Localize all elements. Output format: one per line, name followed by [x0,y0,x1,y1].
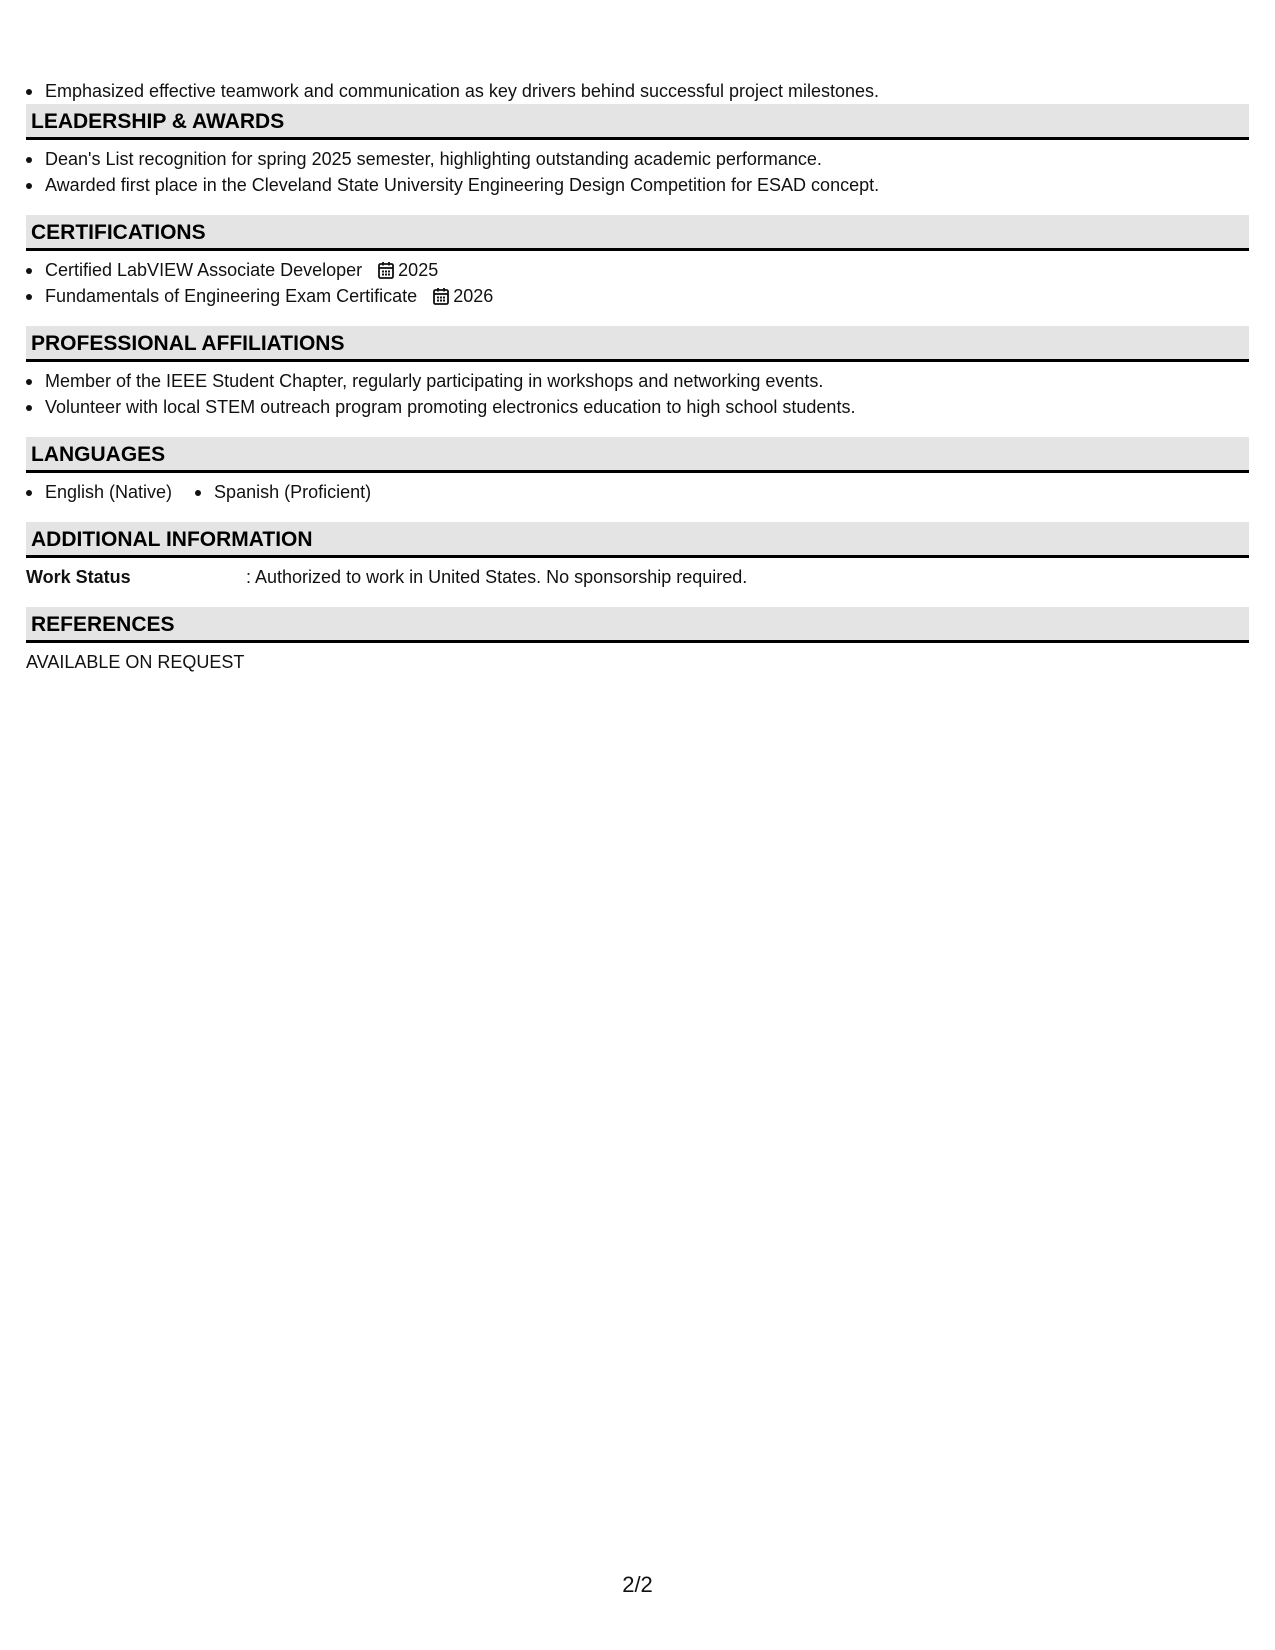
additional-info-section [26,522,1249,607]
certification-year: 2025 [398,260,439,280]
calendar-icon [377,261,395,279]
section-heading: ADDITIONAL INFORMATION [26,522,1249,558]
list-item [26,283,1249,309]
work-status-row [26,564,1249,590]
calendar-icon [432,287,450,305]
certification-date [432,283,493,309]
section-heading: REFERENCES [26,607,1249,643]
certification-date [377,257,438,283]
certification-name: Fundamentals of Engineering Exam Certificate [45,286,418,306]
leadership-list [26,146,1249,198]
list-item: Volunteer with local STEM outreach program promoting electronics education to high school students. [26,394,1249,420]
section-heading: PROFESSIONAL AFFILIATIONS [26,326,1249,362]
language-item: Spanish (Proficient) [195,479,371,505]
list-item: Dean's List recognition for spring 2025 semester, highlighting outstanding academic performance. [26,146,1249,172]
work-status-label: Work Status [26,567,131,587]
affiliations-list [26,368,1249,420]
section-heading: CERTIFICATIONS [26,215,1249,251]
affiliations-section [26,326,1249,437]
certification-name: Certified LabVIEW Associate Developer [45,260,363,280]
list-item: Member of the IEEE Student Chapter, regularly participating in workshops and networking events. [26,368,1249,394]
languages-list [26,479,1249,505]
resume-page [26,78,1249,692]
references-text: AVAILABLE ON REQUEST [26,652,245,672]
references-section [26,607,1249,692]
language-item: English (Native) [26,479,172,505]
section-heading: LEADERSHIP & AWARDS [26,104,1249,140]
certifications-section [26,215,1249,326]
experience-continued-list [26,78,1249,104]
certification-year: 2026 [453,286,494,306]
page-number: 2/2 [622,1572,653,1597]
certifications-list [26,257,1249,309]
languages-section [26,437,1249,522]
list-item: Emphasized effective teamwork and communication as key drivers behind successful project milestones. [26,78,1249,104]
leadership-section [26,104,1249,215]
work-status-value: : Authorized to work in United States. No sponsorship required. [246,567,748,587]
list-item [26,257,1249,283]
section-heading: LANGUAGES [26,437,1249,473]
list-item: Awarded first place in the Cleveland State University Engineering Design Competition for ESAD concept. [26,172,1249,198]
